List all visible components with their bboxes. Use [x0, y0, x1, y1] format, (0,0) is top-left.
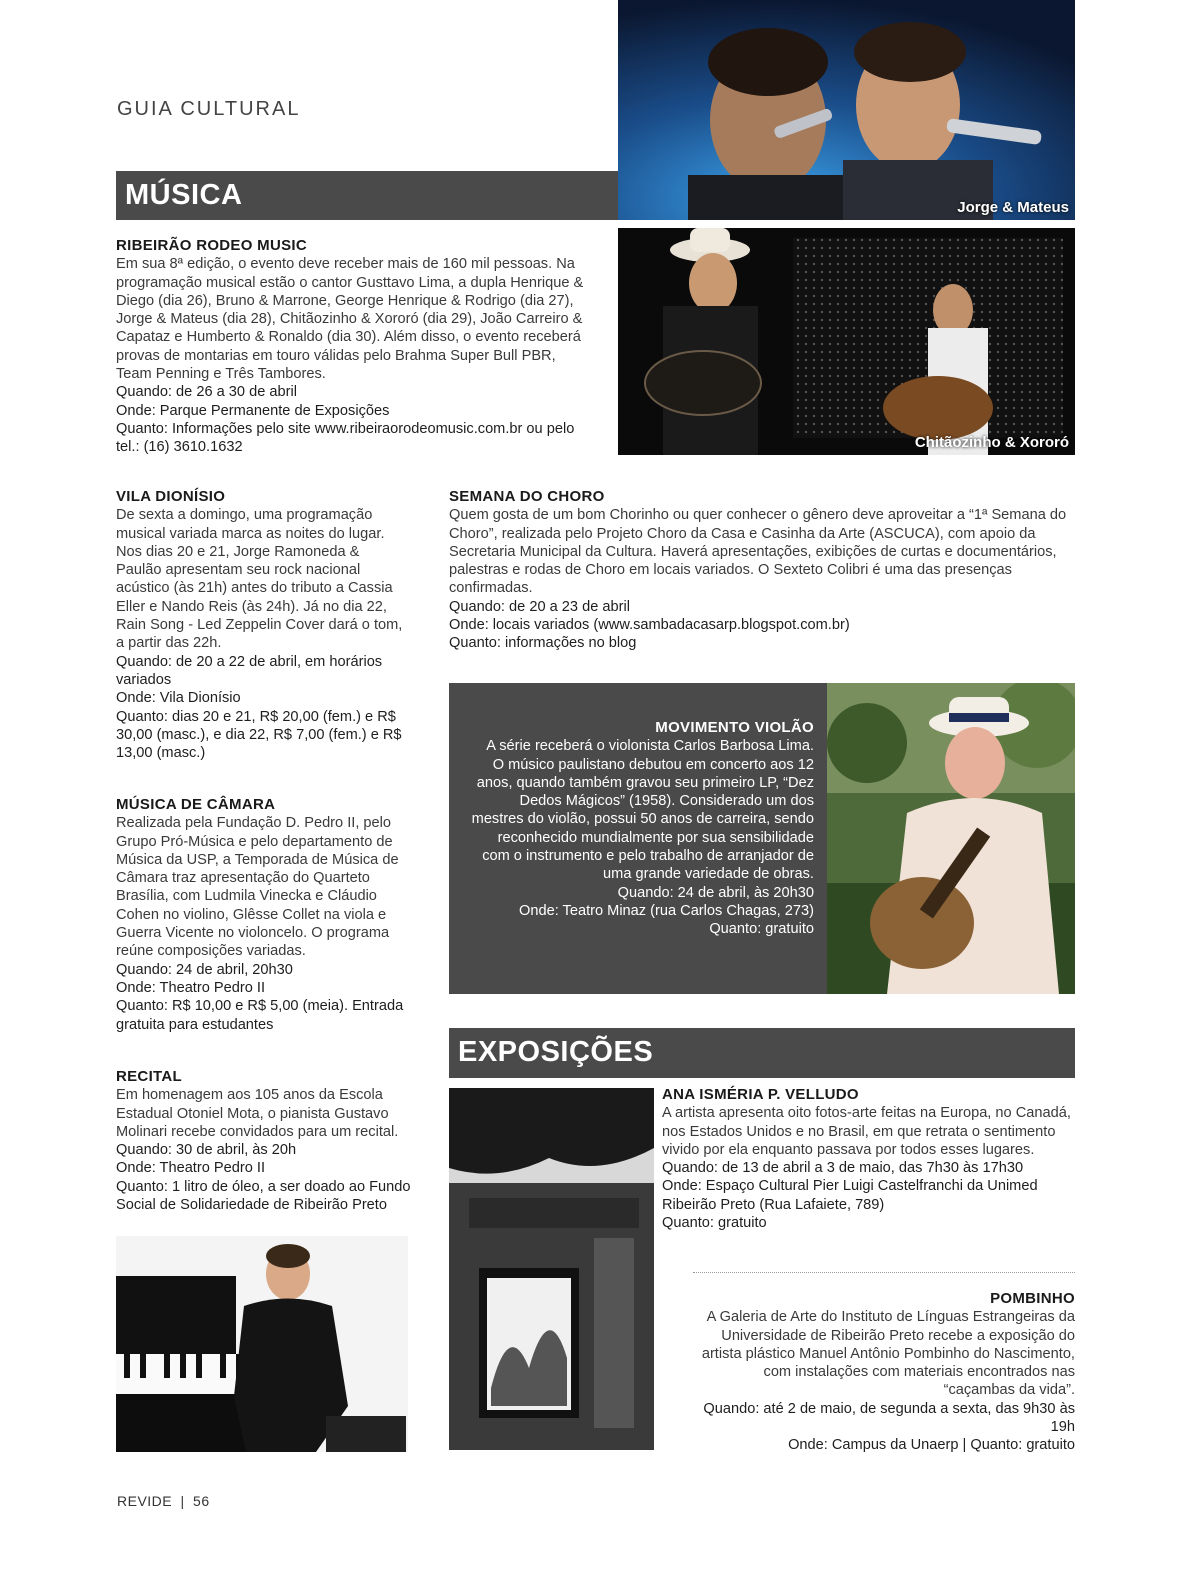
event-when: Quando: de 13 de abril a 3 de maio, das 7h30 às 17h30	[662, 1160, 1024, 1177]
article-body: A Galeria de Arte do Instituto de Línguas Estrangeiras da Universidade de Ribeirão Preto recebe a exposição do artista plástico Manuel Antônio Pombinho do Nascimento, com instalações com materiais encontrados nas “caçambas da vida”.	[701, 1309, 1075, 1399]
pianist-photo-image	[116, 1236, 408, 1452]
footer-separator: |	[180, 1493, 185, 1509]
photo-pianist	[116, 1236, 408, 1452]
article-body: Realizada pela Fundação D. Pedro II, pelo Grupo Pró-Música e pelo departamento de Música da USP, a Temporada de Música de Câmara traz apresentação do Quarteto Brasília, com Ludmila Vinecka e Cláudio Cohen no violino, Glêsse Collet na viola e Guerra Vicente no violoncelo. O programa reúne composições variadas.	[116, 815, 399, 960]
event-price: Quanto: gratuito	[662, 1215, 767, 1232]
event-price: Quanto: Informações pelo site www.ribeiraorodeomusic.com.br ou pelo tel.: (16) 3610.1632	[116, 420, 575, 456]
article-title: ANA ISMÉRIA P. VELLUDO	[662, 1086, 859, 1103]
event-when: Quando: até 2 de maio, de segunda a sexta, das 9h30 às 19h	[703, 1400, 1075, 1436]
concert-photo-image	[618, 0, 1075, 220]
event-price: Quanto: informações no blog	[449, 635, 637, 652]
photo-chitaozinho-xororo	[618, 228, 1075, 455]
event-where: Onde: Theatro Pedro II	[116, 1160, 266, 1177]
divider	[693, 1272, 1075, 1273]
article-title: SEMANA DO CHORO	[449, 488, 605, 505]
guitarist-photo-image	[827, 683, 1075, 994]
article-movimento-violao	[471, 719, 814, 939]
article-title: VILA DIONÍSIO	[116, 488, 226, 505]
article-title: MOVIMENTO VIOLÃO	[655, 719, 814, 736]
article-vila-dionisio	[116, 488, 406, 762]
event-where: Onde: Vila Dionísio	[116, 690, 241, 707]
event-where: Onde: Theatro Pedro II	[116, 979, 266, 996]
article-pombinho	[690, 1290, 1075, 1455]
event-when: Quando: de 20 a 22 de abril, em horários variados	[116, 653, 383, 688]
article-recital	[116, 1068, 411, 1214]
feature-box-violao	[449, 683, 1075, 994]
magazine-name: REVIDE	[117, 1493, 173, 1509]
page-number: 56	[193, 1493, 210, 1509]
photo-guitarist	[827, 683, 1075, 994]
article-ana-velludo	[662, 1086, 1075, 1232]
section-title-exhibitions: EXPOSIÇÕES	[449, 1028, 1075, 1078]
event-where-price: Onde: Campus da Unaerp | Quanto: gratuito	[788, 1437, 1075, 1454]
article-title: RIBEIRÃO RODEO MUSIC	[116, 237, 308, 254]
event-when: Quando: 24 de abril, 20h30	[116, 961, 293, 978]
stage-photo-image	[618, 228, 1075, 455]
article-title: POMBINHO	[990, 1290, 1075, 1307]
event-when: Quando: 24 de abril, às 20h30	[617, 884, 814, 901]
event-when: Quando: de 26 a 30 de abril	[116, 384, 297, 401]
event-price: Quanto: dias 20 e 21, R$ 20,00 (fem.) e R$ 30,00 (masc.), e dia 22, R$ 7,00 (fem.) e R$ 13,00 (masc.)	[116, 708, 402, 762]
event-when: Quando: 30 de abril, às 20h	[116, 1142, 297, 1159]
event-where: Onde: Parque Permanente de Exposições	[116, 402, 390, 419]
article-rodeo	[116, 237, 594, 457]
article-body: Em sua 8ª edição, o evento deve receber mais de 160 mil pessoas. Na programação musical estão o cantor Gusttavo Lima, a dupla Henrique & Diego (dia 26), Bruno & Marrone, George Henrique & Rodrigo (dia 27), Jorge & Mateus (dia 28), Chitãozinho & Xororó (dia 29), João Carreiro & Capataz e Humberto & Ronaldo (dia 30). Além disso, o evento receberá provas de montarias em touro válidas pelo Brahma Super Bull PBR, Team Penning e Três Tambores.	[116, 256, 584, 383]
article-body: Em homenagem aos 105 anos da Escola Estadual Otoniel Mota, o pianista Gustavo Molinari recebe convidados para um recital.	[116, 1087, 399, 1140]
photo-caption: Chitãozinho & Xororó	[914, 434, 1069, 451]
event-where: Onde: locais variados (www.sambadacasarp.blogspot.com.br)	[449, 617, 850, 634]
article-musica-camara	[116, 796, 411, 1034]
article-title: MÚSICA DE CÂMARA	[116, 796, 276, 813]
article-body: A série receberá o violonista Carlos Barbosa Lima. O músico paulistano debutou em concerto aos 12 anos, quando também gravou seu primeiro LP, “Dez Dedos Mágicos” (1958). Considerado um dos mestres do violão, possui 50 anos de carreira, sendo reconhecido mundialmente por sua sensibilidade com o instrumento e pelo trabalho de arranjador de uma grande variedade de obras.	[471, 738, 814, 883]
event-price: Quanto: R$ 10,00 e R$ 5,00 (meia). Entrada gratuita para estudantes	[116, 998, 404, 1033]
event-where: Onde: Espaço Cultural Pier Luigi Castelfranchi da Unimed Ribeirão Preto (Rua Lafaiete, 789)	[662, 1178, 1038, 1213]
article-body: De sexta a domingo, uma programação musical variada marca as noites do lugar. Nos dias 20 e 21, Jorge Ramoneda & Paulão apresentam seu rock nacional acústico (às 21h) antes do tributo a Cassia Eller e Nando Reis (às 24h). Já no dia 22, Rain Song - Led Zeppelin Cover dará o tom, a partir das 22h.	[116, 507, 403, 652]
event-where: Onde: Teatro Minaz (rua Carlos Chagas, 273)	[519, 902, 814, 919]
article-title: RECITAL	[116, 1068, 182, 1085]
photo-jorge-mateus	[618, 0, 1075, 220]
event-price: Quanto: gratuito	[709, 921, 814, 938]
exhibition-photo-image	[449, 1088, 654, 1450]
photo-exhibition	[449, 1088, 654, 1450]
article-body: Quem gosta de um bom Chorinho ou quer conhecer o gênero deve aproveitar a “1ª Semana do Choro”, realizada pelo Projeto Choro da Casa e Casinha da Arte (ASCUCA), com apoio da Secretaria Municipal da Cultura. Haverá apresentações, exibições de curtas e documentários, palestras e rodas de Choro em locais variados. O Sexteto Colibri é uma das presenças confirmadas.	[449, 507, 1067, 597]
event-when: Quando: de 20 a 23 de abril	[449, 598, 630, 615]
article-semana-choro	[449, 488, 1075, 653]
photo-caption: Jorge & Mateus	[957, 199, 1069, 216]
section-kicker: GUIA CULTURAL	[117, 98, 301, 120]
page-footer	[117, 1493, 210, 1509]
article-body: A artista apresenta oito fotos-arte feitas na Europa, no Canadá, nos Estados Unidos e no Brasil, em que retrata o sentimento vivido por ela enquanto passava por todos esses lugares.	[662, 1105, 1071, 1158]
section-title-music: MÚSICA	[116, 171, 618, 220]
event-price: Quanto: 1 litro de óleo, a ser doado ao Fundo Social de Solidariedade de Ribeirão Preto	[116, 1178, 411, 1214]
